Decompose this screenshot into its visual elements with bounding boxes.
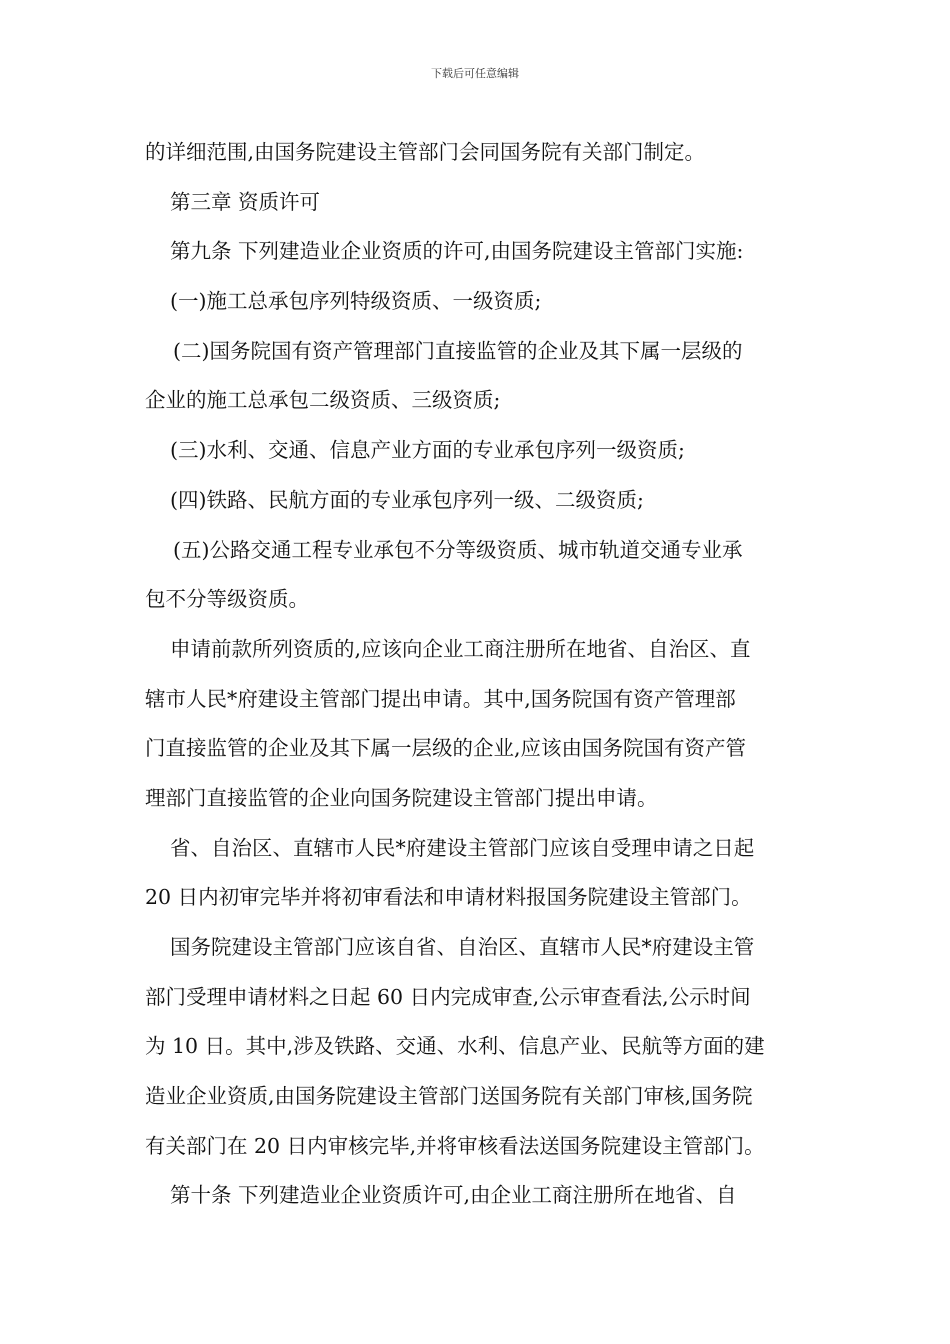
paragraph-line: 20 日内初审完毕并将初审看法和申请材料报国务院建设主管部门。: [145, 885, 752, 910]
list-item-5-cont: 包不分等级资质。: [145, 587, 309, 612]
list-item-4: (四)铁路、民航方面的专业承包序列一级、二级资质;: [170, 487, 644, 512]
paragraph-line: 省、自治区、直辖市人民*府建设主管部门应该自受理申请之日起: [170, 835, 755, 860]
list-item-1: (一)施工总承包序列特级资质、一级资质;: [170, 289, 542, 314]
page-header: 下载后可任意编辑: [431, 67, 519, 80]
paragraph-line: 部门受理申请材料之日起 60 日内完成审查,公示审查看法,公示时间: [145, 984, 751, 1009]
list-item-5: (五)公路交通工程专业承包不分等级资质、城市轨道交通专业承: [173, 537, 743, 562]
chapter-heading: 第三章 资质许可: [170, 189, 321, 214]
article-10-heading: 第十条 下列建造业企业资质许可,由企业工商注册所在地省、自: [170, 1183, 737, 1208]
paragraph-line: 理部门直接监管的企业向国务院建设主管部门提出申请。: [145, 785, 658, 810]
paragraph-line: 国务院建设主管部门应该自省、自治区、直辖市人民*府建设主管: [170, 935, 755, 959]
list-item-2-cont: 企业的施工总承包二级资质、三级资质;: [145, 388, 501, 413]
paragraph-line: 造业企业资质,由国务院建设主管部门送国务院有关部门审核,国务院: [145, 1084, 753, 1109]
paragraph-line: 辖市人民*府建设主管部门提出申请。其中,国务院国有资产管理部: [145, 686, 736, 711]
paragraph-line: 有关部门在 20 日内审核完毕,并将审核看法送国务院建设主管部门。: [145, 1133, 765, 1158]
paragraph-line: 的详细范围,由国务院建设主管部门会同国务院有关部门制定。: [145, 140, 706, 164]
article-9-heading: 第九条 下列建造业企业资质的许可,由国务院建设主管部门实施:: [170, 239, 744, 264]
paragraph-line: 申请前款所列资质的,应该向企业工商注册所在地省、自治区、直: [170, 636, 751, 661]
paragraph-line: 为 10 日。其中,涉及铁路、交通、水利、信息产业、民航等方面的建: [145, 1034, 765, 1059]
list-item-3: (三)水利、交通、信息产业方面的专业承包序列一级资质;: [170, 438, 685, 463]
paragraph-line: 门直接监管的企业及其下属一层级的企业,应该由国务院国有资产管: [145, 736, 747, 761]
list-item-2: (二)国务院国有资产管理部门直接监管的企业及其下属一层级的: [173, 338, 743, 363]
document-body: [145, 128, 811, 1221]
